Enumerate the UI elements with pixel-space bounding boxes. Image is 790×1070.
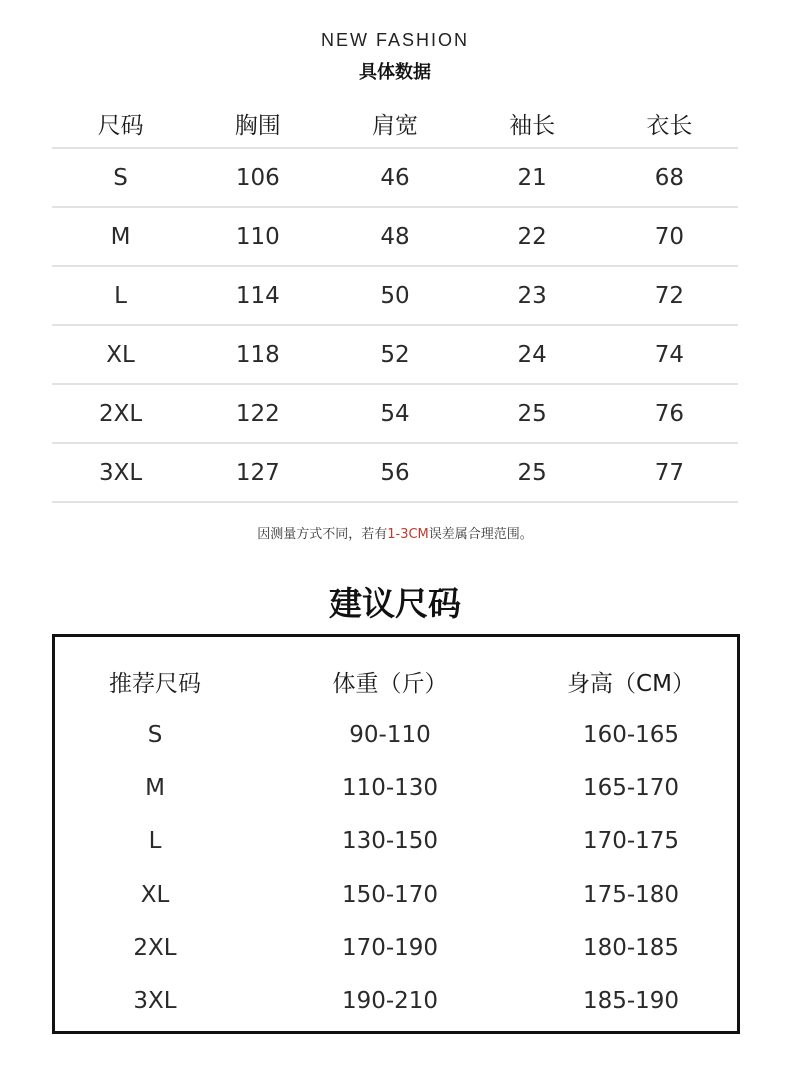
- cell-weight: 110-130: [341, 774, 439, 801]
- cell-weight: 90-110: [349, 721, 431, 748]
- column-header-size: 尺码: [52, 100, 189, 148]
- cell-size: M: [52, 207, 189, 266]
- table-row: [55, 921, 737, 974]
- recommend-box: [52, 634, 740, 1034]
- cell-weight: 190-210: [341, 988, 439, 1015]
- table-row: [55, 815, 737, 868]
- cell-shoulder: 56: [326, 443, 463, 502]
- cell-chest: 118: [189, 325, 326, 384]
- measurement-note: [0, 523, 790, 542]
- cell-recommend-size: M: [145, 774, 165, 801]
- cell-length: 70: [601, 207, 738, 266]
- table-row: [55, 761, 737, 814]
- cell-size: 2XL: [52, 384, 189, 443]
- table-row: [52, 266, 738, 325]
- cell-recommend-size: 3XL: [133, 988, 177, 1015]
- cell-chest: 127: [189, 443, 326, 502]
- note-text-before: 因测量方式不同，若有: [257, 527, 388, 542]
- cell-weight: 170-190: [341, 934, 439, 961]
- cell-shoulder: 46: [326, 148, 463, 207]
- table-row: [52, 384, 738, 443]
- cell-height: 185-190: [582, 988, 680, 1015]
- cell-shoulder: 48: [326, 207, 463, 266]
- table-row: [52, 148, 738, 207]
- cell-height: 165-170: [582, 774, 680, 801]
- cell-shoulder: 52: [326, 325, 463, 384]
- column-header-chest: 胸围: [189, 100, 326, 148]
- cell-length: 74: [601, 325, 738, 384]
- page-subtitle: 具体数据: [359, 62, 431, 83]
- cell-size: 3XL: [52, 443, 189, 502]
- cell-weight: 150-170: [341, 881, 439, 908]
- cell-sleeve: 25: [464, 384, 601, 443]
- cell-recommend-size: 2XL: [133, 934, 177, 961]
- column-header-sleeve: 袖长: [464, 100, 601, 148]
- note-highlight: 1-3CM: [387, 527, 429, 542]
- cell-chest: 106: [189, 148, 326, 207]
- cell-height: 180-185: [582, 934, 680, 961]
- cell-chest: 114: [189, 266, 326, 325]
- cell-sleeve: 24: [464, 325, 601, 384]
- cell-height: 160-165: [582, 721, 680, 748]
- cell-size: S: [52, 148, 189, 207]
- table-row: [55, 868, 737, 921]
- cell-recommend-size: L: [148, 828, 162, 855]
- cell-recommend-size: XL: [140, 881, 170, 908]
- table-row: [52, 207, 738, 266]
- column-header-height: 身高（CM）: [567, 671, 695, 697]
- cell-length: 76: [601, 384, 738, 443]
- cell-length: 77: [601, 443, 738, 502]
- cell-recommend-size: S: [147, 721, 163, 748]
- cell-length: 68: [601, 148, 738, 207]
- cell-height: 175-180: [582, 881, 680, 908]
- recommend-table: [55, 655, 737, 1028]
- cell-weight: 130-150: [341, 828, 439, 855]
- note-text-after: 误差属合理范围。: [428, 527, 533, 542]
- cell-height: 170-175: [582, 828, 680, 855]
- column-header-weight: 体重（斤）: [332, 671, 448, 697]
- cell-sleeve: 23: [464, 266, 601, 325]
- table-row: [52, 443, 738, 502]
- cell-size: XL: [52, 325, 189, 384]
- cell-size: L: [52, 266, 189, 325]
- column-header-shoulder: 肩宽: [326, 100, 463, 148]
- table-row: [52, 325, 738, 384]
- brand-title: NEW FASHION: [320, 30, 469, 50]
- cell-chest: 110: [189, 207, 326, 266]
- cell-shoulder: 50: [326, 266, 463, 325]
- recommend-title: 建议尺码: [329, 584, 461, 623]
- table-row: [55, 708, 737, 761]
- size-data-table: [52, 100, 738, 503]
- cell-shoulder: 54: [326, 384, 463, 443]
- cell-sleeve: 25: [464, 443, 601, 502]
- cell-sleeve: 22: [464, 207, 601, 266]
- cell-sleeve: 21: [464, 148, 601, 207]
- table-row: [55, 974, 737, 1027]
- cell-length: 72: [601, 266, 738, 325]
- column-header-recommend-size: 推荐尺码: [109, 671, 201, 697]
- cell-chest: 122: [189, 384, 326, 443]
- recommend-header-row: [55, 655, 737, 708]
- size-table-header-row: [52, 100, 738, 148]
- column-header-length: 衣长: [601, 100, 738, 148]
